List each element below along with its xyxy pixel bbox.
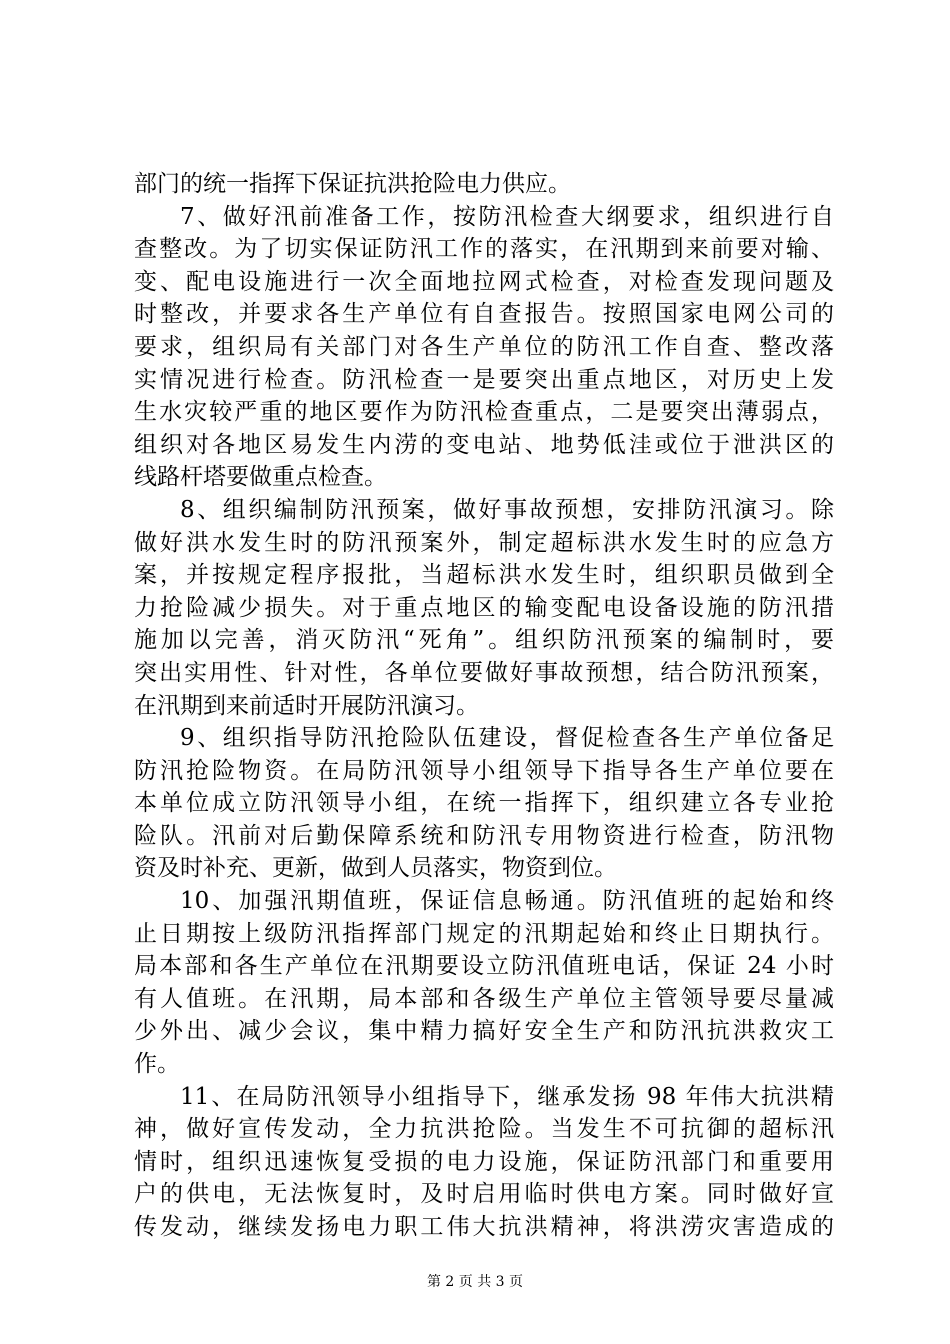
text-line: 线路杆塔要做重点检查。 [134,464,387,491]
text-line: 少外出、减少会议，集中精力搞好安全生产和防汛抗洪救灾工 [134,1018,834,1045]
text-line: 要求，组织局有关部门对各生产单位的防汛工作自查、整改落 [134,333,834,360]
text-line: 实情况进行检查。防汛检查一是要突出重点地区，对历史上发 [134,366,834,393]
text-line: 在汛期到来前适时开展防汛演习。 [134,692,479,719]
text-line: 查整改。为了切实保证防汛工作的落实，在汛期到来前要对输、 [134,236,834,263]
text-line: 神，做好宣传发动，全力抗洪抢险。当发生不可抗御的超标汛 [134,1116,834,1143]
text-line: 变、配电设施进行一次全面地拉网式检查，对检查发现问题及 [134,268,834,295]
text-line: 情时，组织迅速恢复受损的电力设施，保证防汛部门和重要用 [134,1148,834,1175]
text-line: 有人值班。在汛期，局本部和各级生产单位主管领导要尽量减 [134,985,834,1012]
text-line: 8、组织编制防汛预案，做好事故预想，安排防汛演习。除 [180,496,834,523]
page-footer: 第 2 页 共 3 页 [426,1274,524,1290]
text-line: 组织对各地区易发生内涝的变电站、地势低洼或位于泄洪区的 [134,431,834,458]
text-line: 本单位成立防汛领导小组，在统一指挥下，组织建立各专业抢 [134,790,834,817]
text-line: 防汛抢险物资。在局防汛领导小组领导下指导各生产单位要在 [134,757,834,784]
text-line: 部门的统一指挥下保证抗洪抢险电力供应。 [134,171,571,197]
text-line: 时整改，并要求各生产单位有自查报告。按照国家电网公司的 [134,301,834,328]
text-line: 传发动，继续发扬电力职工伟大抗洪精神，将洪涝灾害造成的 [134,1214,834,1240]
text-line: 突出实用性、针对性，各单位要做好事故预想，结合防汛预案， [134,659,834,686]
text-line: 力抢险减少损失。对于重点地区的输变配电设备设施的防汛措 [134,594,834,621]
text-line: 9、组织指导防汛抢险队伍建设，督促检查各生产单位备足 [180,725,834,752]
text-line: 做好洪水发生时的防汛预案外，制定超标洪水发生时的应急方 [134,529,834,556]
document-body [134,168,834,1244]
text-line: 案，并按规定程序报批，当超标洪水发生时，组织职员做到全 [134,562,834,589]
text-line: 施加以完善，消灭防汛“死角”。组织防汛预案的编制时，要 [134,627,834,654]
text-line: 作。 [134,1051,180,1078]
text-line: 10、加强汛期值班，保证信息畅通。防汛值班的起始和终 [180,888,834,915]
text-line: 7、做好汛前准备工作，按防汛检查大纲要求，组织进行自 [180,203,834,230]
text-line: 止日期按上级防汛指挥部门规定的汛期起始和终止日期执行。 [134,920,834,947]
text-line: 资及时补充、更新，做到人员落实，物资到位。 [134,855,617,882]
text-line: 局本部和各生产单位在汛期要设立防汛值班电话，保证 24 小时 [134,953,834,980]
text-line: 险队。汛前对后勤保障系统和防汛专用物资进行检查，防汛物 [134,822,834,849]
text-line: 11、在局防汛领导小组指导下，继承发扬 98 年伟大抗洪精 [180,1083,834,1110]
text-line: 生水灾较严重的地区要作为防汛检查重点，二是要突出薄弱点， [134,399,834,426]
text-line: 户的供电，无法恢复时，及时启用临时供电方案。同时做好宣 [134,1181,834,1208]
